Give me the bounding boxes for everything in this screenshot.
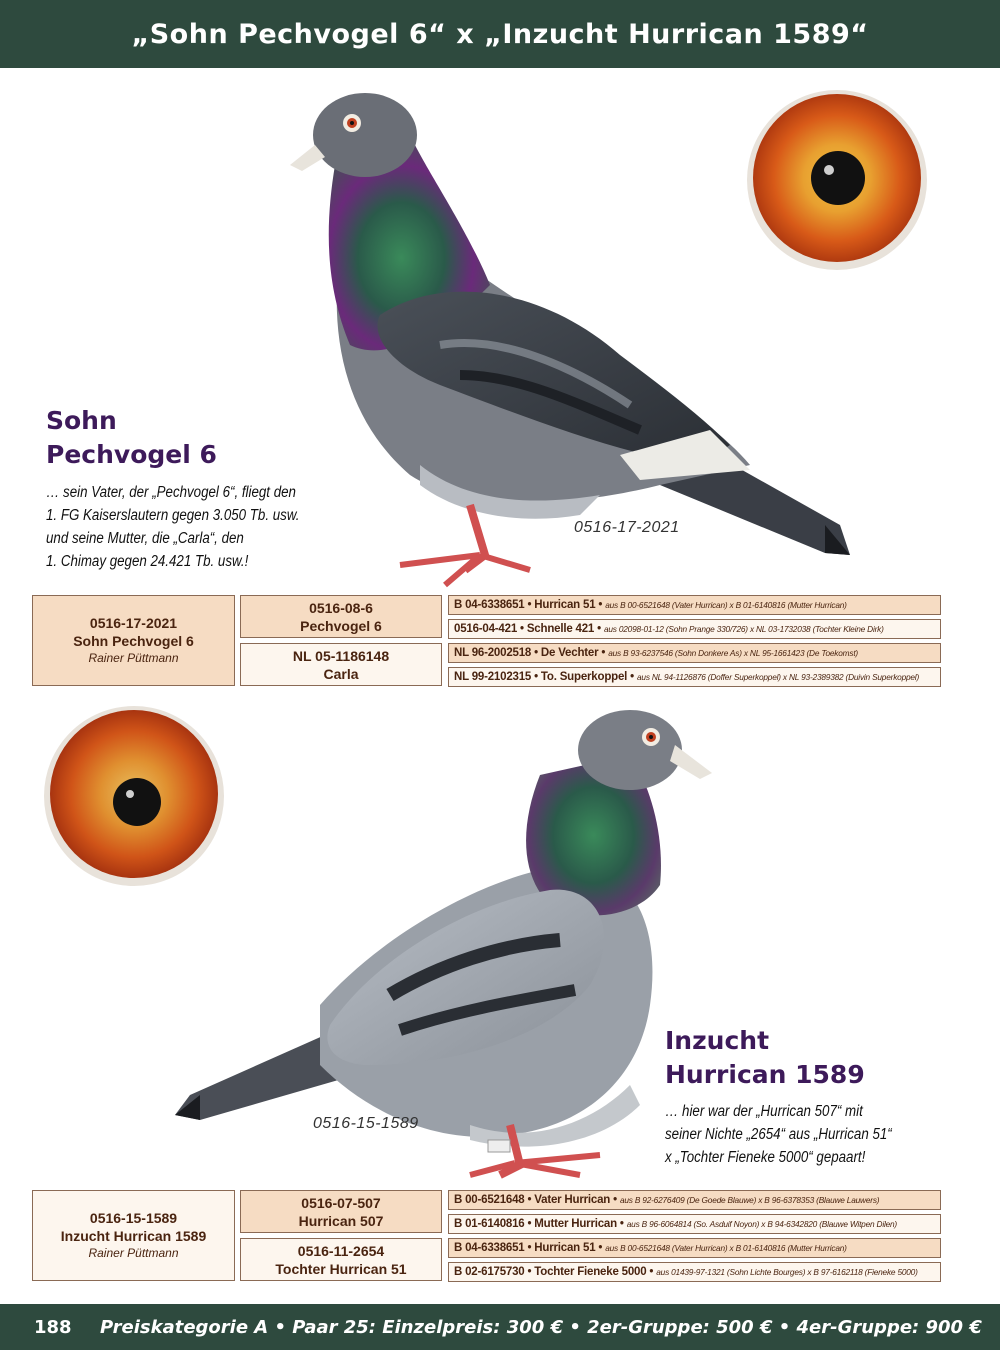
bird1-name <box>46 404 217 472</box>
bird1-mother-name: Carla <box>323 665 359 682</box>
bird1-grandparent-row <box>448 619 941 639</box>
gp-main: B 04-6338651 • Hurrican 51 • <box>454 1242 603 1254</box>
bird2-pedigree-mother <box>240 1238 442 1281</box>
bird2-main-ring: 0516-15-1589 <box>89 1210 178 1226</box>
pigeon-photo-inzucht-hurrican <box>170 705 725 1185</box>
bird1-desc-line: und seine Mutter, die „Carla“, den <box>46 530 244 547</box>
header-bar <box>0 0 1000 68</box>
bird2-main-breeder: Rainer Püttmann <box>88 1246 179 1260</box>
gp-main: B 01-6140816 • Mutter Hurrican • <box>454 1218 624 1230</box>
gp-main: NL 96-2002518 • De Vechter • <box>454 647 606 659</box>
bird1-grandparent-row <box>448 667 941 687</box>
bird1-grandparent-row <box>448 595 941 615</box>
bird1-name-line1: Sohn <box>46 406 117 435</box>
bird2-desc-line: … hier war der „Hurrican 507“ mit <box>665 1103 863 1120</box>
bird2-grandparent-row <box>448 1262 941 1282</box>
bird1-main-name: Sohn Pechvogel 6 <box>73 633 194 649</box>
bird2-ring-label: 0516-15-1589 <box>313 1115 419 1132</box>
eye-photo-sohn-pechvogel <box>745 88 930 273</box>
bird1-description <box>46 481 299 573</box>
gp-main: B 02-6175730 • Tochter Fieneke 5000 • <box>454 1266 654 1278</box>
gp-sub: aus B 00-6521648 (Vater Hurrican) x B 01-6140816 (Mutter Hurrican) <box>605 1243 847 1253</box>
price-info: Preiskategorie A • Paar 25: Einzelpreis: 300 € • 2er-Gruppe: 500 € • 4er-Gruppe: 900 € <box>100 1316 982 1338</box>
bird2-name-line2: Hurrican 1589 <box>665 1060 865 1089</box>
gp-sub: aus 01439-97-1321 (Sohn Lichte Bourges) x B 97-6162118 (Fieneke 5000) <box>656 1267 918 1277</box>
bird1-main-breeder: Rainer Püttmann <box>88 651 179 665</box>
gp-sub: aus B 96-6064814 (So. Asduif Noyon) x B 94-6342820 (Blauwe Witpen Dilen) <box>626 1219 897 1229</box>
footer-bar <box>0 1304 1000 1350</box>
bird2-mother-ring: 0516-11-2654 <box>297 1242 385 1259</box>
bird2-pedigree-father <box>240 1190 442 1233</box>
bird2-father-name: Hurrican 507 <box>298 1212 384 1229</box>
bird2-name-line1: Inzucht <box>665 1026 770 1055</box>
bird1-pedigree-mother <box>240 643 442 686</box>
bird2-description <box>665 1100 892 1169</box>
page-title: „Sohn Pechvogel 6“ x „Inzucht Hurrican 1589“ <box>131 18 869 50</box>
bird2-grandparent-row <box>448 1214 941 1234</box>
bird1-pedigree-main <box>32 595 235 686</box>
gp-main: 0516-04-421 • Schnelle 421 • <box>454 623 601 635</box>
bird1-main-ring: 0516-17-2021 <box>89 615 178 631</box>
gp-main: NL 99-2102315 • To. Superkoppel • <box>454 671 634 683</box>
bird1-father-name: Pechvogel 6 <box>300 617 382 634</box>
gp-sub: aus B 92-6276409 (De Goede Blauwe) x B 96-6378353 (Blauwe Lauwers) <box>619 1195 880 1205</box>
gp-sub: aus 02098-01-12 (Sohn Prange 330/726) x NL 03-1732038 (Tochter Kleine Dirk) <box>603 624 884 634</box>
gp-sub: aus B 93-6237546 (Sohn Donkere As) x NL 95-1661423 (De Toekomst) <box>608 648 858 658</box>
bird2-father-ring: 0516-07-507 <box>301 1194 381 1211</box>
bird1-name-line2: Pechvogel 6 <box>46 440 217 469</box>
bird1-pedigree-father <box>240 595 442 638</box>
page-number: 188 <box>34 1316 72 1338</box>
bird2-desc-line: x „Tochter Fieneke 5000“ gepaart! <box>665 1149 866 1166</box>
gp-main: B 00-6521648 • Vater Hurrican • <box>454 1194 617 1206</box>
bird2-desc-line: seiner Nichte „2654“ aus „Hurrican 51“ <box>665 1126 892 1143</box>
bird1-desc-line: 1. FG Kaiserslautern gegen 3.050 Tb. usw. <box>46 507 300 524</box>
gp-sub: aus B 00-6521648 (Vater Hurrican) x B 01-6140816 (Mutter Hurrican) <box>605 600 847 610</box>
gp-main: B 04-6338651 • Hurrican 51 • <box>454 599 603 611</box>
bird2-name <box>665 1024 865 1092</box>
bird2-mother-name: Tochter Hurrican 51 <box>275 1260 407 1277</box>
bird1-mother-ring: NL 05-1186148 <box>292 647 390 664</box>
bird2-pedigree-main <box>32 1190 235 1281</box>
bird1-ring-label: 0516-17-2021 <box>574 519 680 536</box>
bird2-grandparent-row <box>448 1190 941 1210</box>
bird1-grandparent-row <box>448 643 941 663</box>
bird1-desc-line: … sein Vater, der „Pechvogel 6“, fliegt den <box>46 484 296 501</box>
gp-sub: aus NL 94-1126876 (Doffer Superkoppel) x NL 93-2389382 (Duivin Superkoppel) <box>636 672 920 682</box>
bird1-desc-line: 1. Chimay gegen 24.421 Tb. usw.! <box>46 553 249 570</box>
bird1-father-ring: 0516-08-6 <box>309 599 373 616</box>
bird2-grandparent-row <box>448 1238 941 1258</box>
bird2-main-name: Inzucht Hurrican 1589 <box>60 1228 207 1244</box>
